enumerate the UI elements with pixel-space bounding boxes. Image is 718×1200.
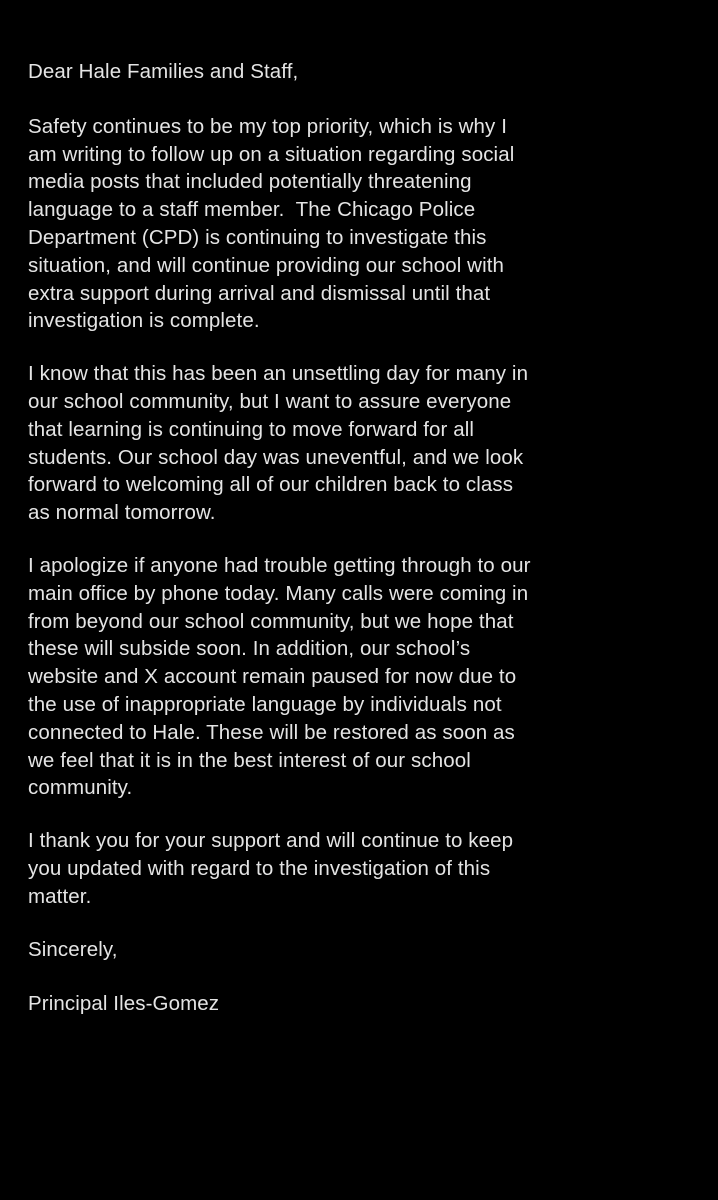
paragraph-line: situation, and will continue providing our school with (28, 253, 505, 277)
paragraph-line: from beyond our school community, but we hope that (28, 609, 514, 633)
paragraph-line: I know that this has been an unsettling day for many in (28, 362, 529, 386)
paragraph-line: students. Our school day was uneventful, and we look (28, 445, 524, 469)
paragraph-line: I apologize if anyone had trouble getting through to our (28, 553, 531, 577)
paragraph-line: you updated with regard to the investigation of this (28, 856, 491, 880)
paragraph-line: website and X account remain paused for now due to (28, 665, 517, 689)
paragraph-line: main office by phone today. Many calls were coming in (28, 581, 529, 605)
letter-signature: Principal Iles-Gomez (28, 992, 220, 1016)
paragraph-line: our school community, but I want to assure everyone (28, 389, 512, 413)
paragraph-line: matter. (28, 884, 92, 908)
paragraph-safety (28, 113, 708, 335)
paragraph-line: the use of inappropriate language by individuals not (28, 692, 502, 716)
paragraph-line: that learning is continuing to move forward for all (28, 417, 475, 441)
paragraph-line: language to a staff member. The Chicago Police (28, 198, 476, 222)
paragraph-line: investigation is complete. (28, 309, 260, 333)
paragraph-line: I thank you for your support and will continue to keep (28, 829, 514, 853)
paragraph-line: these will subside soon. In addition, our school’s (28, 637, 471, 661)
paragraph-line: as normal tomorrow. (28, 501, 216, 525)
paragraph-line: we feel that it is in the best interest of our school (28, 748, 471, 772)
paragraph-line: community. (28, 776, 133, 800)
paragraph-line: forward to welcoming all of our children back to class (28, 473, 514, 497)
letter-body (28, 58, 708, 1018)
paragraph-community (28, 360, 708, 527)
paragraph-thanks (28, 827, 708, 910)
letter-greeting: Dear Hale Families and Staff, (28, 60, 299, 83)
paragraph-line: Department (CPD) is continuing to investigate this (28, 225, 487, 249)
letter-closing: Sincerely, (28, 937, 118, 961)
paragraph-line: media posts that included potentially threatening (28, 170, 472, 194)
paragraph-line: extra support during arrival and dismissal until that (28, 281, 491, 305)
paragraph-line: am writing to follow up on a situation regarding social (28, 142, 515, 166)
paragraph-line: connected to Hale. These will be restored as soon as (28, 720, 515, 744)
paragraph-apology (28, 552, 708, 802)
paragraph-line: Safety continues to be my top priority, which is why I (28, 114, 508, 138)
